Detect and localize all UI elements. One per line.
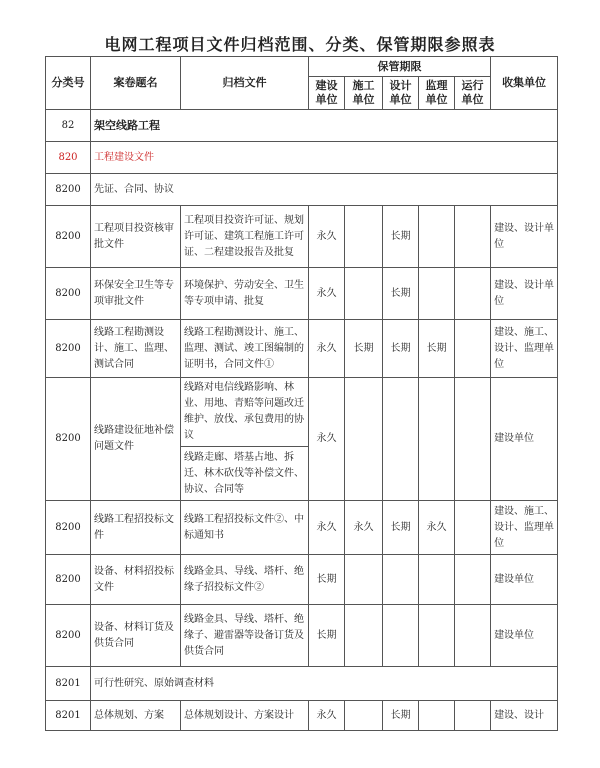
row-build: 永久 <box>309 206 345 268</box>
header-org-design: 设计单位 <box>383 77 419 110</box>
row-build: 永久 <box>309 320 345 378</box>
section-title: 架空线路工程 <box>91 110 558 142</box>
row-name: 设备、材料招投标文件 <box>91 555 181 605</box>
row-design: 长期 <box>383 206 419 268</box>
row-build: 永久 <box>309 701 345 731</box>
row-code: 8200 <box>46 605 91 667</box>
section-code: 82 <box>46 110 91 142</box>
row-collect: 建设、施工、设计、监理单位 <box>491 501 558 555</box>
row-code: 8200 <box>46 268 91 320</box>
row-design <box>383 378 419 501</box>
row-design: 长期 <box>383 501 419 555</box>
row-supervise: 永久 <box>419 501 455 555</box>
row-operate <box>455 378 491 501</box>
row-supervise <box>419 555 455 605</box>
section-row-8200 <box>46 174 558 206</box>
row-code: 8200 <box>46 555 91 605</box>
header-org-supervise: 监理单位 <box>419 77 455 110</box>
section-row-82 <box>46 110 558 142</box>
row-build: 永久 <box>309 378 345 501</box>
table-row <box>46 268 558 320</box>
row-code: 8200 <box>46 206 91 268</box>
row-docs: 总体规划设计、方案设计 <box>181 701 309 731</box>
row-docs: 线路工程招投标文件②、中标通知书 <box>181 501 309 555</box>
row-build: 永久 <box>309 501 345 555</box>
row-collect: 建设单位 <box>491 555 558 605</box>
row-code: 8201 <box>46 701 91 731</box>
row-name: 线路建设征地补偿问题文件 <box>91 378 181 501</box>
row-design: 长期 <box>383 701 419 731</box>
table-row <box>46 378 558 447</box>
row-construct <box>345 206 383 268</box>
row-construct <box>345 555 383 605</box>
row-collect: 建设单位 <box>491 605 558 667</box>
row-docs: 线路工程勘测设计、施工、监理、测试、竣工图编制的证明书，合同文件① <box>181 320 309 378</box>
header-org-build: 建设单位 <box>309 77 345 110</box>
row-supervise <box>419 378 455 501</box>
row-build: 长期 <box>309 555 345 605</box>
section-code: 820 <box>46 142 91 174</box>
row-operate <box>455 555 491 605</box>
section-code: 8201 <box>46 667 91 701</box>
row-build: 长期 <box>309 605 345 667</box>
row-supervise <box>419 206 455 268</box>
row-name: 总体规划、方案 <box>91 701 181 731</box>
table-row <box>46 701 558 731</box>
row-design <box>383 555 419 605</box>
table-row <box>46 605 558 667</box>
row-docs: 线路金具、导线、塔杆、绝缘子招投标文件② <box>181 555 309 605</box>
row-construct: 永久 <box>345 501 383 555</box>
header-row-1 <box>46 57 558 77</box>
header-code: 分类号 <box>46 57 91 110</box>
row-collect: 建设、设计单位 <box>491 268 558 320</box>
row-collect: 建设单位 <box>491 378 558 501</box>
table-row <box>46 555 558 605</box>
row-construct: 长期 <box>345 320 383 378</box>
header-docs: 归档文件 <box>181 57 309 110</box>
row-operate <box>455 206 491 268</box>
section-title: 可行性研究、原始调查材料 <box>91 667 558 701</box>
row-operate <box>455 501 491 555</box>
row-design: 长期 <box>383 268 419 320</box>
row-name: 环保安全卫生等专项审批文件 <box>91 268 181 320</box>
row-collect: 建设、施工、设计、监理单位 <box>491 320 558 378</box>
row-collect: 建设、设计单位 <box>491 206 558 268</box>
row-name: 工程项目投资核审批文件 <box>91 206 181 268</box>
row-docs: 环境保护、劳动安全、卫生等专项申请、批复 <box>181 268 309 320</box>
row-supervise: 长期 <box>419 320 455 378</box>
row-construct <box>345 605 383 667</box>
row-docs-a: 线路对电信线路影响、林业、用地、青赔等问题改迁维护、放伐、承包费用的协议 <box>181 378 309 447</box>
row-docs: 工程项目投资许可证、规划许可证、建筑工程施工许可证、二程建设报告及批复 <box>181 206 309 268</box>
row-supervise <box>419 701 455 731</box>
row-docs: 线路金具、导线、塔杆、绝缘子、避雷器等设备订货及供货合同 <box>181 605 309 667</box>
row-collect: 建设、设计 <box>491 701 558 731</box>
row-operate <box>455 605 491 667</box>
row-code: 8200 <box>46 320 91 378</box>
section-title: 先证、合同、协议 <box>91 174 558 206</box>
row-design <box>383 605 419 667</box>
header-name: 案卷题名 <box>91 57 181 110</box>
archive-table <box>45 56 558 731</box>
row-name: 线路工程招投标文件 <box>91 501 181 555</box>
table-row <box>46 206 558 268</box>
page-title: 电网工程项目文件归档范围、分类、保管期限参照表 <box>104 35 496 54</box>
section-code: 8200 <box>46 174 91 206</box>
row-design: 长期 <box>383 320 419 378</box>
section-row-8201 <box>46 667 558 701</box>
row-name: 设备、材料订货及供货合同 <box>91 605 181 667</box>
row-name: 线路工程勘测设计、施工、监理、测试合同 <box>91 320 181 378</box>
row-supervise <box>419 268 455 320</box>
row-docs-b: 线路走廊、塔基占地、拆迁、林木砍伐等补偿文件、协议、合同等 <box>181 447 309 501</box>
header-collect: 收集单位 <box>491 57 558 110</box>
row-supervise <box>419 605 455 667</box>
row-construct <box>345 701 383 731</box>
section-row-820 <box>46 142 558 174</box>
table-row <box>46 320 558 378</box>
row-operate <box>455 268 491 320</box>
row-build: 永久 <box>309 268 345 320</box>
row-construct <box>345 268 383 320</box>
row-operate <box>455 320 491 378</box>
row-code: 8200 <box>46 501 91 555</box>
header-org-operate: 运行单位 <box>455 77 491 110</box>
section-title: 工程建设文件 <box>91 142 558 174</box>
row-operate <box>455 701 491 731</box>
row-code: 8200 <box>46 378 91 501</box>
table-row <box>46 501 558 555</box>
header-org-construct: 施工单位 <box>345 77 383 110</box>
header-period: 保管期限 <box>309 57 491 77</box>
row-construct <box>345 378 383 501</box>
